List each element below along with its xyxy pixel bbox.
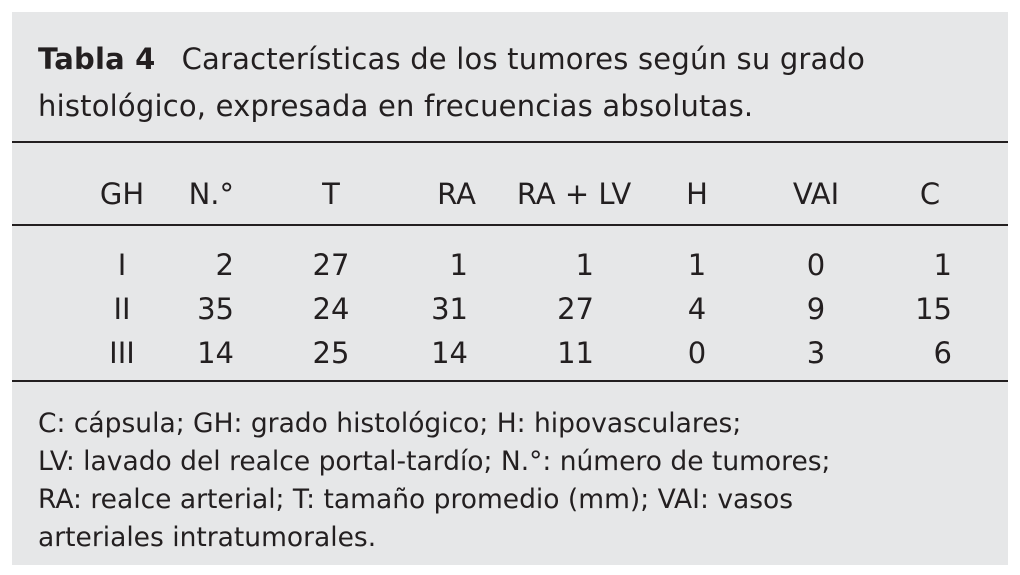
table-cell: 3 bbox=[806, 336, 826, 370]
table-cell: 25 bbox=[312, 336, 350, 370]
top-rule bbox=[12, 141, 1008, 143]
footnote-line: arteriales intratumorales. bbox=[38, 522, 377, 553]
table-cell: 1 bbox=[687, 248, 707, 282]
column-header-vai: VAI bbox=[792, 177, 840, 211]
table-cell: 1 bbox=[933, 248, 952, 282]
column-header-ra-lv: RA + LV bbox=[516, 177, 632, 211]
table-cell: I bbox=[117, 248, 127, 282]
table-cell: 15 bbox=[915, 292, 952, 326]
table-caption bbox=[38, 36, 988, 130]
table-cell: 1 bbox=[575, 248, 594, 282]
table-cell: 14 bbox=[431, 336, 468, 370]
table-footnote bbox=[38, 405, 988, 557]
table-cell: 1 bbox=[449, 248, 468, 282]
table-cell: 14 bbox=[197, 336, 234, 370]
caption-line-2: histológico, expresada en frecuencias absolutas. bbox=[38, 89, 754, 123]
table-cell: 0 bbox=[806, 248, 826, 282]
column-header-h: H bbox=[686, 177, 708, 211]
footnote-line: LV: lavado del realce portal-tardío; N.°: número de tumores; bbox=[38, 446, 831, 477]
table-cell: 0 bbox=[687, 336, 707, 370]
column-header-ra: RA bbox=[437, 177, 476, 211]
table-cell: II bbox=[113, 292, 131, 326]
table-cell: 27 bbox=[312, 248, 350, 282]
table-cell: 31 bbox=[431, 292, 468, 326]
footnote-line: C: cápsula; GH: grado histológico; H: hipovasculares; bbox=[38, 408, 742, 439]
footnote-line: RA: realce arterial; T: tamaño promedio (mm); VAI: vasos bbox=[38, 484, 794, 515]
table-cell: 35 bbox=[197, 292, 234, 326]
table-cell: 11 bbox=[557, 336, 594, 370]
bottom-rule bbox=[12, 380, 1008, 382]
header-rule bbox=[12, 224, 1008, 226]
table-cell: III bbox=[109, 336, 135, 370]
column-header-t: T bbox=[322, 177, 340, 211]
table-cell: 24 bbox=[312, 292, 350, 326]
table-cell: 6 bbox=[933, 336, 952, 370]
table-cell: 27 bbox=[557, 292, 594, 326]
table-container bbox=[12, 12, 1008, 565]
table-cell: 2 bbox=[215, 248, 234, 282]
table-cell: 9 bbox=[806, 292, 826, 326]
caption-line-1: Características de los tumores según su grado bbox=[181, 42, 866, 76]
column-header-n: N.° bbox=[188, 177, 234, 211]
column-header-c: C bbox=[919, 177, 941, 211]
table-cell: 4 bbox=[687, 292, 707, 326]
table-label: Tabla 4 bbox=[38, 42, 156, 76]
column-header-gh: GH bbox=[99, 177, 145, 211]
